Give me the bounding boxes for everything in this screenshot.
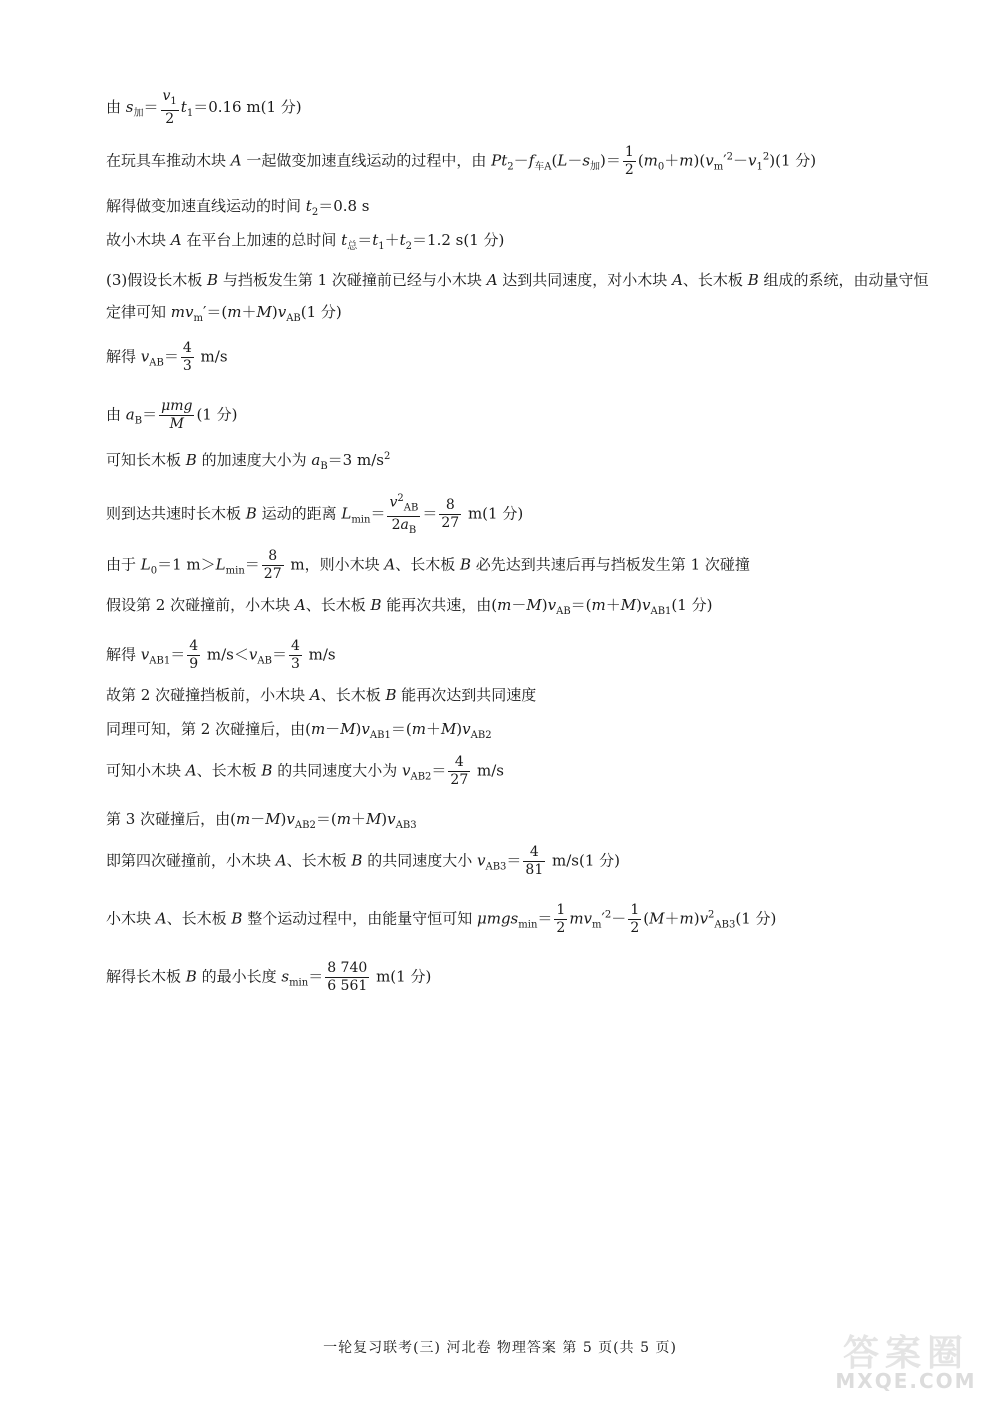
solution-line-16: 第 3 次碰撞后，由$(m-M)v_{AB2}=(m+M)v_{AB3}$ (106, 810, 417, 831)
solution-line-13: 故第 2 次碰撞挡板前，小木块 A、长木板 B 能再次达到共同速度 (106, 686, 537, 704)
solution-line-6: 解得 $v_{AB}=$ $\frac{4}{3}$ m/s (106, 340, 228, 374)
page-footer: 一轮复习联考(三) 河北卷 物理答案 第 5 页(共 5 页) (323, 1340, 677, 1356)
solution-line-3: 解得做变加速直线运动的时间 $t_2=0.8$ s (106, 197, 370, 218)
watermark-logo (818, 1325, 994, 1395)
solution-line-18: 小木块 A、长木板 B 整个运动过程中，由能量守恒可知 μmgs$_{min}$＝ $\frac{1}{2}$ $mv_m'^2-$ $\frac{1}{2}$ $(M+m)v^2_{AB3}(1$ 分) (106, 902, 777, 936)
solution-line-15: 可知小木块 A、长木板 B 的共同速度大小为 $v_{AB2}=$ $\frac{4}{27}$ m/s (106, 754, 504, 788)
solution-line-1: 由 $s_加=$ $\frac{v_1}{2}$ $t_1=0.16$ m(1 分) (106, 88, 302, 127)
solution-line-14: 同理可知，第 2 次碰撞后，由$(m-M)v_{AB1}=(m+M)v_{AB2}$ (106, 720, 492, 741)
watermark-top: 答案圈 (842, 1333, 969, 1374)
solution-line-9: 则到达共速时长木板 B 运动的距离 $L_{min}=$ $\frac{v^2_{AB}}{2a_B}$ ＝ $\frac{8}{27}$ m(1 分) (106, 490, 940, 539)
solution-line-10: 由于 $L_0=1$ $m>L_{min}=$ $\frac{8}{27}$ m，则小木块 A、长木板 B 必先达到共速后再与挡板发生第 1 次碰撞 (106, 548, 750, 582)
solution-line-19: 解得长木板 B 的最小长度 $s_{min}=$ $\frac{8 740}{6 561}$ m(1 分) (106, 960, 432, 994)
solution-line-5: (3)假设长木板 B 与挡板发生第 1 次碰撞前已经与小木块 A 达到共同速度，对小木块 A、长木板 B 组成的系统，由动量守恒定律可知 $mv_m'=(m+M)v_{AB}(1$ 分) (106, 271, 929, 324)
solution-line-12: 解得 $v_{AB1}=$ $\frac{4}{9}$ $m/s<v_{AB}=$ $\frac{4}{3}$ m/s (106, 638, 336, 672)
watermark-bottom: MXQE.COM (835, 1369, 977, 1393)
solution-line-7: 由 $a_B=$ $\frac{\text{μmg}}{M}$ (1 分) (106, 398, 238, 432)
solution-line-2: 在玩具车推动木块 A 一起做变加速直线运动的过程中，由 $Pt_2-f_{车A}(L-s_加)=$ $\frac{1}{2}$ $(m_0+m)(v_m'^2-v_1^2)(1$ 分) (106, 144, 817, 178)
solution-line-17: 即第四次碰撞前，小木块 A、长木板 B 的共同速度大小 $v_{AB3}=$ $\frac{4}{81}$ m/s(1 分) (106, 844, 621, 878)
solution-line-4: 故小木块 A 在平台上加速的总时间 $t_总=t_1+t_2=1.2$ s(1 分) (106, 231, 505, 252)
solution-line-11: 假设第 2 次碰撞前，小木块 A、长木板 B 能再次共速，由$(m-M)v_{AB}=(m+M)v_{AB1}(1$ 分) (106, 596, 713, 617)
solution-line-8: 可知长木板 B 的加速度大小为 $a_B=3$ $m/s^2$ (106, 451, 391, 472)
